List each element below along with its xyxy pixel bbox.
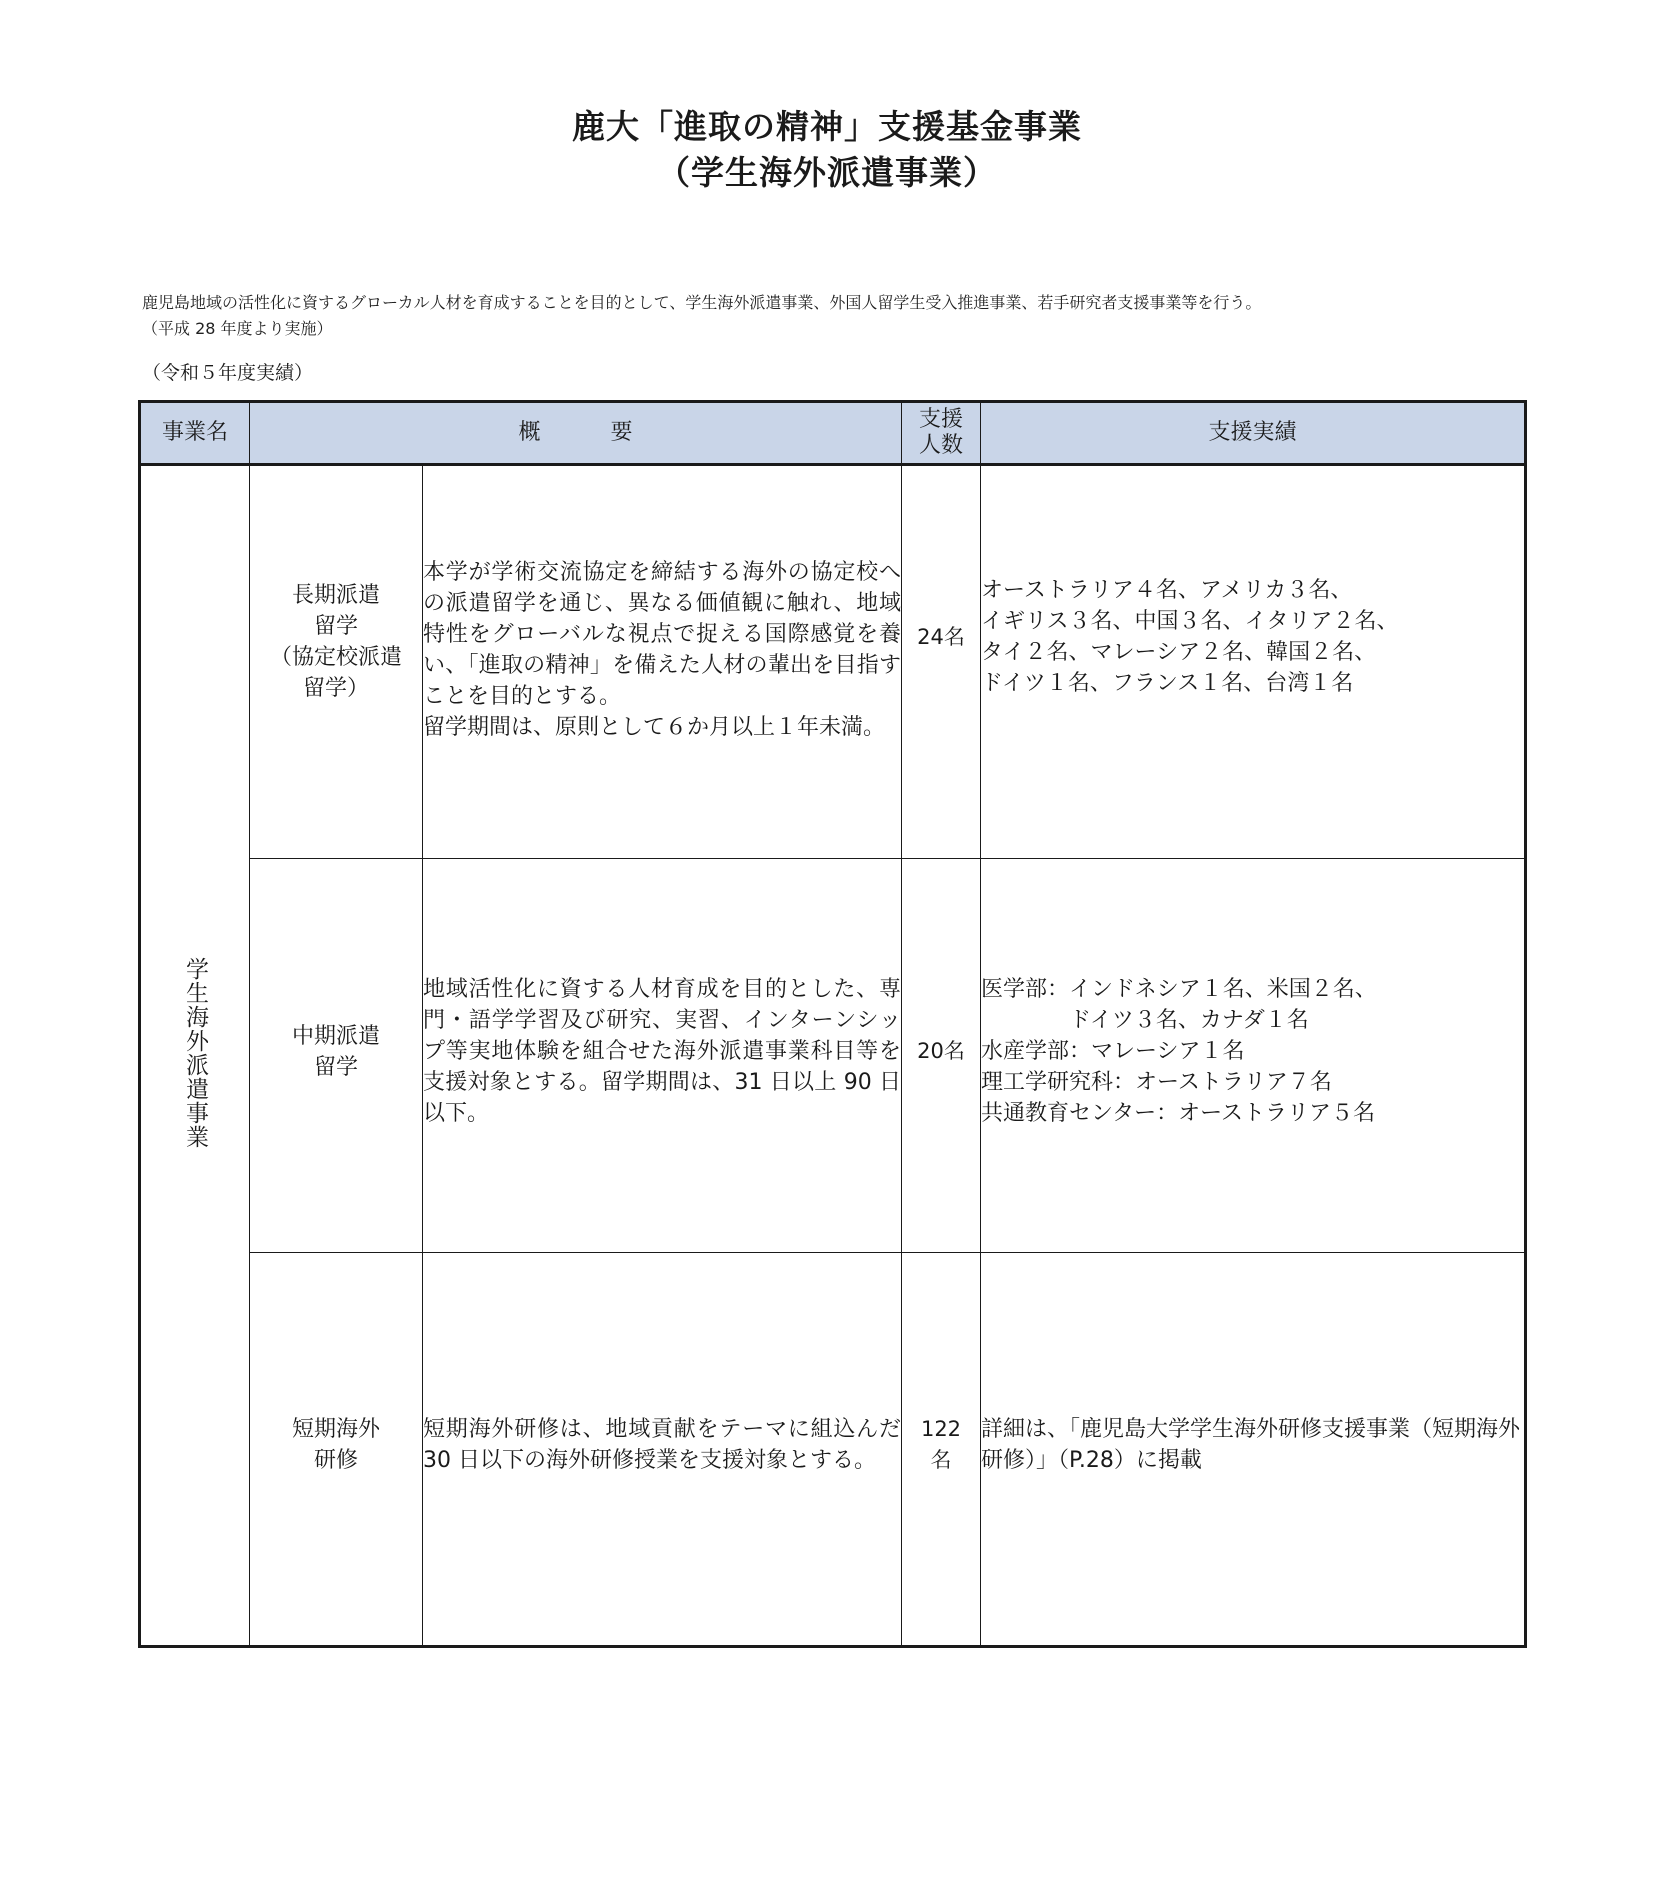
row-results: 医学部：インドネシア１名、米国２名、 ドイツ３名、カナダ１名 水産学部：マレーシア１名 理工学研究科：オーストラリア７名 共通教育センター：オーストラリア５名 bbox=[981, 859, 1526, 1253]
table-header-row bbox=[140, 402, 1526, 465]
intro-line-2: （平成 28 年度より実施） bbox=[142, 319, 333, 338]
header-count-a: 支援 bbox=[918, 407, 963, 432]
table-row bbox=[140, 859, 1526, 1253]
results-table bbox=[138, 400, 1527, 1648]
year-label: （令和５年度実績） bbox=[142, 362, 314, 384]
header-count bbox=[902, 402, 981, 465]
intro-line-1: 鹿児島地域の活性化に資するグローカル人材を育成することを目的として、学生海外派遣事業、外国人留学生受入推進事業、若手研究者支援事業等を行う。 bbox=[142, 293, 1262, 312]
table-row bbox=[140, 465, 1526, 859]
row-count: 20名 bbox=[902, 859, 981, 1253]
row-summary: 地域活性化に資する人材育成を目的とした、専門・語学学習及び研究、実習、インターンシップ等実地体験を組合せた海外派遣事業科目等を支援対象とする。留学期間は、31 日以上 90 日以下。 bbox=[423, 859, 902, 1253]
row-results: 詳細は、「鹿児島大学学生海外研修支援事業（短期海外研修）」（P.28）に掲載 bbox=[981, 1253, 1526, 1647]
group-name: 学生海外派遣事業 bbox=[182, 956, 208, 1149]
header-project-name: 事業名 bbox=[140, 402, 250, 465]
intro-text bbox=[142, 290, 1542, 342]
header-results: 支援実績 bbox=[981, 402, 1526, 465]
header-summary-a: 概 bbox=[518, 420, 541, 445]
row-count: 24名 bbox=[902, 465, 981, 859]
row-summary: 本学が学術交流協定を締結する海外の協定校への派遣留学を通じ、異なる価値観に触れ、地域特性をグローバルな視点で捉える国際感覚を養い、「進取の精神」を備えた人材の輩出を目指すことを目的とする。 留学期間は、原則として６か月以上１年未満。 bbox=[423, 465, 902, 859]
row-name bbox=[250, 465, 423, 859]
header-summary-b: 要 bbox=[610, 420, 633, 445]
header-summary bbox=[250, 402, 902, 465]
title-line-1: 鹿大「進取の精神」支援基金事業 bbox=[572, 107, 1082, 146]
table-row bbox=[140, 1253, 1526, 1647]
title-line-2: （学生海外派遣事業） bbox=[657, 153, 997, 192]
row-name bbox=[250, 859, 423, 1253]
row-name-text: 中期派遣 留学 bbox=[291, 1023, 380, 1080]
row-name-text: 短期海外 研修 bbox=[291, 1417, 380, 1473]
page-title bbox=[0, 104, 1654, 196]
row-name bbox=[250, 1253, 423, 1647]
row-name-text: 長期派遣 留学 （協定校派遣 留学） bbox=[269, 583, 402, 701]
row-summary: 短期海外研修は、地域貢献をテーマに組込んだ 30 日以下の海外研修授業を支援対象とする。 bbox=[423, 1253, 902, 1647]
row-results: オーストラリア４名、アメリカ３名、 イギリス３名、中国３名、イタリア２名、 タイ２名、マレーシア２名、韓国２名、 ドイツ１名、フランス１名、台湾１名 bbox=[981, 465, 1526, 859]
row-count: 122 名 bbox=[902, 1253, 981, 1647]
group-name-cell bbox=[140, 465, 250, 1647]
header-count-b: 人数 bbox=[918, 433, 963, 458]
